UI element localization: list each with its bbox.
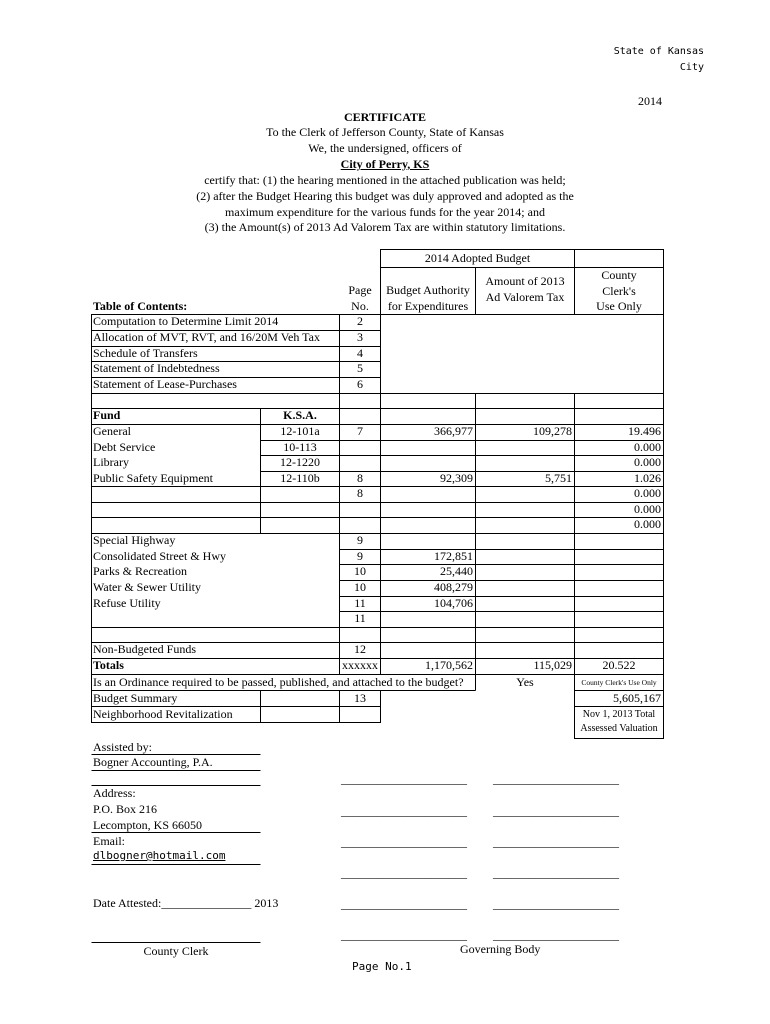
fund-ksa: 10-113: [283, 440, 317, 454]
email-link[interactable]: dlbogner@hotmail.com: [93, 849, 226, 862]
certify-line-3: maximum expenditure for the various funds for the year 2014; and: [225, 205, 545, 219]
signature-line[interactable]: _____________________: [493, 804, 619, 818]
neighborhood-revitalization-label: Neighborhood Revitalization: [93, 707, 233, 721]
other-fund-name: Refuse Utility: [93, 596, 161, 610]
other-fund-page: 9: [357, 533, 363, 547]
budget-authority-header-2: for Expenditures: [387, 299, 469, 313]
certificate-city: City of Perry, KS: [340, 157, 430, 171]
signature-line[interactable]: _____________________: [341, 928, 467, 942]
other-fund-name: Parks & Recreation: [93, 564, 187, 578]
other-fund-budget: 408,279: [434, 580, 473, 594]
fund-rate: 0.000: [634, 517, 661, 531]
fund-ksa: 12-110b: [280, 471, 320, 485]
fund-rate: 0.000: [634, 440, 661, 454]
toc-row-page: 2: [357, 314, 363, 328]
signature-line[interactable]: _____________________: [341, 804, 467, 818]
amount-header-2: Ad Valorem Tax: [485, 290, 565, 304]
other-fund-budget: 104,706: [434, 596, 473, 610]
certificate-we: We, the undersigned, officers of: [308, 141, 462, 155]
assessed-valuation-label-2: Assessed Valuation: [580, 723, 658, 734]
certify-line-2: (2) after the Budget Hearing this budget was duly approved and adopted as the: [196, 189, 574, 203]
budget-summary-label: Budget Summary: [93, 691, 178, 705]
county-clerk-header-2: Clerk's: [602, 284, 636, 298]
toc-row-label: Statement of Lease-Purchases: [93, 377, 237, 391]
budget-authority-header-1: Budget Authority: [386, 283, 470, 297]
fund-budget: 92,309: [440, 471, 473, 485]
fund-name: Public Safety Equipment: [93, 471, 213, 485]
totals-tax: 115,029: [533, 658, 572, 672]
fund-name: Library: [93, 455, 129, 469]
address-label: Address:: [93, 786, 136, 800]
date-attested: Date Attested:_______________ 2013: [93, 896, 279, 910]
fund-header: Fund: [93, 408, 121, 422]
state-label: State of Kansas: [613, 46, 704, 57]
fund-rate: 1.026: [634, 471, 661, 485]
other-fund-page: 9: [357, 549, 363, 563]
county-clerk-label: County Clerk: [143, 944, 209, 958]
fund-page: 7: [357, 424, 363, 438]
toc-row-page: 3: [357, 330, 363, 344]
totals-budget: 1,170,562: [425, 658, 473, 672]
signature-line[interactable]: _____________________: [493, 897, 619, 911]
other-fund-page: 11: [354, 611, 366, 625]
adopted-budget-header: 2014 Adopted Budget: [424, 251, 531, 265]
certify-line-4: (3) the Amount(s) of 2013 Ad Valorem Tax are within statutory limitations.: [204, 220, 566, 234]
page-header-1: Page: [348, 283, 372, 297]
governing-body-label: Governing Body: [460, 942, 541, 956]
toc-row-label: Statement of Indebtedness: [93, 361, 220, 375]
signature-line[interactable]: _____________________: [493, 835, 619, 849]
totals-rate: 20.522: [602, 658, 636, 672]
page-header-2: No.: [351, 299, 369, 313]
other-fund-name: Water & Sewer Utility: [93, 580, 202, 594]
email-label: Email:: [93, 834, 125, 848]
fund-name: General: [93, 424, 131, 438]
address-line-1: P.O. Box 216: [93, 802, 158, 816]
fund-ksa: 12-1220: [280, 455, 320, 469]
signature-line[interactable]: _____________________: [493, 928, 619, 942]
non-budgeted-page: 12: [354, 642, 366, 656]
certify-line-1: certify that: (1) the hearing mentioned in the attached publication was held;: [204, 173, 566, 187]
totals-page: xxxxxx: [342, 658, 378, 672]
non-budgeted-label: Non-Budgeted Funds: [93, 642, 196, 656]
ksa-header: K.S.A.: [283, 408, 317, 422]
fund-budget: 366,977: [434, 424, 473, 438]
toc-title: Table of Contents:: [93, 299, 188, 313]
fund-rate: 0.000: [634, 502, 661, 516]
toc-row-page: 6: [357, 377, 363, 391]
ordinance-question: Is an Ordinance required to be passed, published, and attached to the budget?: [93, 675, 464, 689]
budget-summary-page: 13: [354, 691, 366, 705]
fund-tax: 109,278: [533, 424, 572, 438]
toc-row-label: Schedule of Transfers: [93, 346, 198, 360]
signature-line[interactable]: _____________________: [341, 772, 467, 786]
fund-page: 8: [357, 486, 363, 500]
year-label: 2014: [638, 94, 662, 108]
assessed-valuation-label-1: Nov 1, 2013 Total: [582, 709, 656, 720]
signature-line[interactable]: _____________________: [493, 772, 619, 786]
other-fund-budget: 25,440: [440, 564, 473, 578]
other-fund-page: 10: [354, 564, 366, 578]
signature-line[interactable]: _____________________: [493, 866, 619, 880]
other-fund-page: 10: [354, 580, 366, 594]
other-fund-page: 11: [354, 596, 366, 610]
county-clerk-header-3: Use Only: [596, 299, 642, 313]
toc-row-label: Computation to Determine Limit 2014: [93, 314, 279, 328]
assisted-by-label: Assisted by:: [93, 740, 153, 754]
fund-name: Debt Service: [93, 440, 156, 454]
amount-header-1: Amount of 2013: [485, 274, 565, 288]
certificate-title: CERTIFICATE: [343, 110, 427, 124]
address-line-2: Lecompton, KS 66050: [93, 818, 202, 832]
other-fund-name: Special Highway: [93, 533, 176, 547]
page-number: Page No.1: [352, 960, 412, 973]
certificate-to: To the Clerk of Jefferson County, State of Kansas: [266, 125, 504, 139]
fund-rate: 0.000: [634, 455, 661, 469]
fund-rate: 19.496: [628, 424, 661, 438]
signature-line[interactable]: _____________________: [341, 835, 467, 849]
other-fund-budget: 172,851: [434, 549, 473, 563]
county-clerk-use-only-label: County Clerk's Use Only: [581, 678, 657, 687]
other-fund-name: Consolidated Street & Hwy: [93, 549, 226, 563]
assisted-by-value: Bogner Accounting, P.A.: [93, 755, 213, 769]
assessed-valuation-value: 5,605,167: [613, 691, 661, 705]
county-clerk-header-1: County: [601, 268, 637, 282]
fund-tax: 5,751: [545, 471, 572, 485]
toc-row-page: 4: [357, 346, 363, 360]
ordinance-answer: Yes: [516, 675, 534, 689]
toc-row-label: Allocation of MVT, RVT, and 16/20M Veh Tax: [93, 330, 320, 344]
fund-ksa: 12-101a: [280, 424, 320, 438]
totals-label: Totals: [93, 658, 124, 672]
city-label: City: [679, 62, 704, 73]
fund-rate: 0.000: [634, 486, 661, 500]
toc-row-page: 5: [357, 361, 363, 375]
signature-line[interactable]: _____________________: [341, 897, 467, 911]
fund-page: 8: [357, 471, 363, 485]
signature-line[interactable]: _____________________: [341, 866, 467, 880]
